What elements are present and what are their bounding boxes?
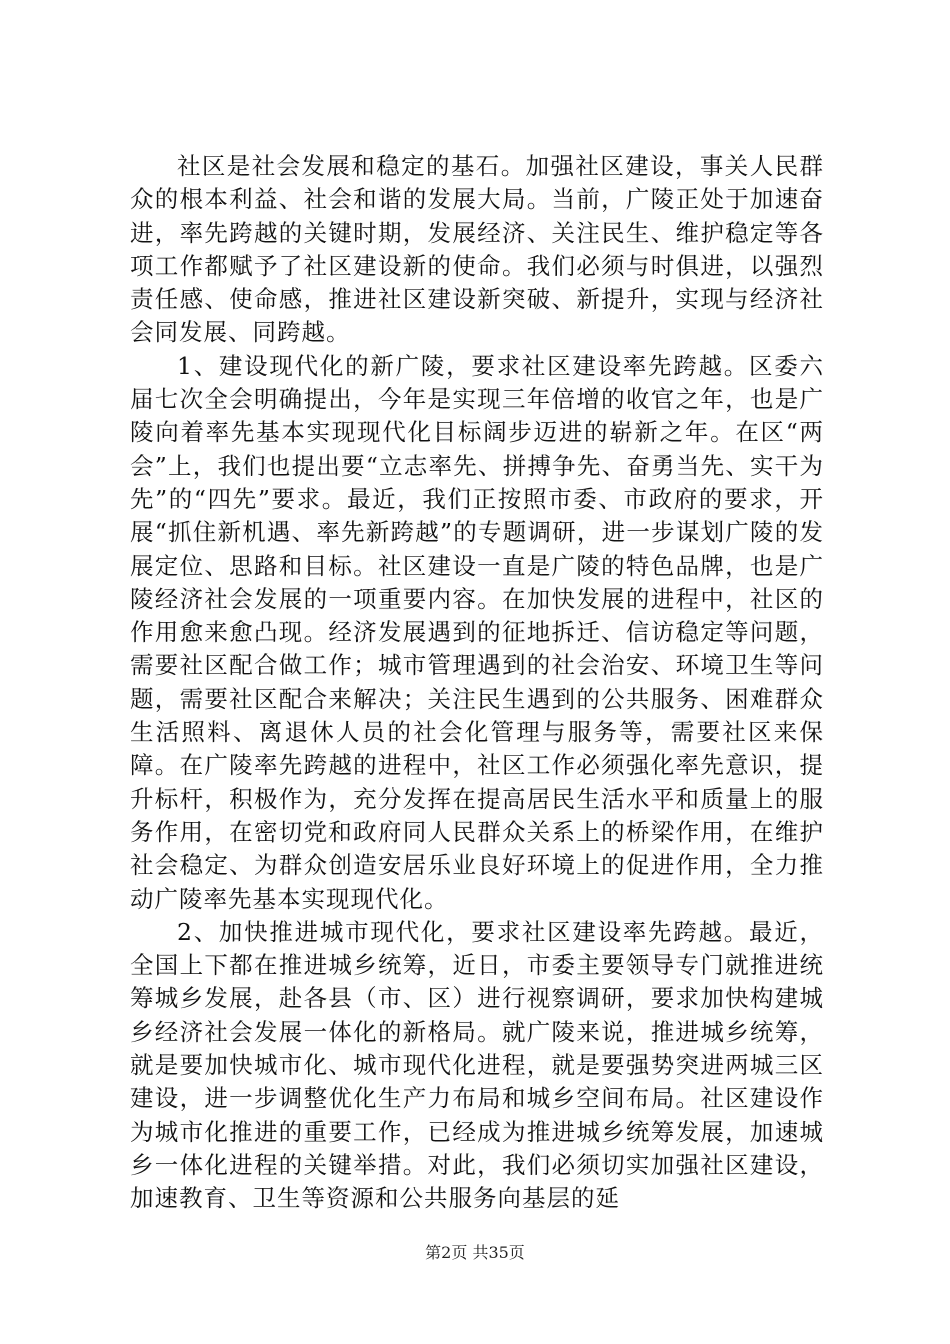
paragraph-point-1: 1、建设现代化的新广陵，要求社区建设率先跨越。区委六届七次全会明确提出，今年是实现三年倍增的收官之年，也是广陵向着率先基本实现现代化目标阔步迈进的崭新之年。在区“两会”上，我们也提出要“立志率先、拼搏争先、奋勇当先、实干为先”的“四先”要求。最近，我们正按照市委、市政府的要求，开展“抓住新机遇、率先新跨越”的专题调研，进一步谋划广陵的发展定位、思路和目标。社区建设一直是广陵的特色品牌，也是广陵经济社会发展的一项重要内容。在加快发展的进程中，社区的作用愈来愈凸现。经济发展遇到的征地拆迁、信访稳定等问题，需要社区配合做工作；城市管理遇到的社会治安、环境卫生等问题，需要社区配合来解决；关注民生遇到的公共服务、困难群众生活照料、离退休人员的社会化管理与服务等，需要社区来保障。在广陵率先跨越的进程中，社区工作必须强化率先意识，提升标杆，积极作为，充分发挥在提高居民生活水平和质量上的服务作用，在密切党和政府同人民群众关系上的桥梁作用，在维护社会稳定、为群众创造安居乐业良好环境上的促进作用，全力推动广陵率先基本实现现代化。 [130,351,824,913]
paragraph-intro: 社区是社会发展和稳定的基石。加强社区建设，事关人民群众的根本利益、社会和谐的发展大局。当前，广陵正处于加速奋进，率先跨越的关键时期，发展经济、关注民生、维护稳定等各项工作都赋予了社区建设新的使命。我们必须与时俱进，以强烈责任感、使命感，推进社区建设新突破、新提升，实现与经济社会同发展、同跨越。 [130,152,824,347]
document-body [130,150,824,1216]
paragraph-point-2: 2、加快推进城市现代化，要求社区建设率先跨越。最近，全国上下都在推进城乡统筹，近日，市委主要领导专门就推进统筹城乡发展，赴各县（市、区）进行视察调研，要求加快构建城乡经济社会发展一体化的新格局。就广陵来说，推进城乡统筹，就是要加快城市化、城市现代化进程，就是要强势突进两城三区建设，进一步调整优化生产力布局和城乡空间布局。社区建设作为城市化推进的重要工作，已经成为推进城乡统筹发展，加速城乡一体化进程的关键举措。对此，我们必须切实加强社区建设，加速教育、卫生等资源和公共服务向基层的延 [130,917,824,1213]
page-number-footer: 第2页 共35页 [425,1243,525,1262]
